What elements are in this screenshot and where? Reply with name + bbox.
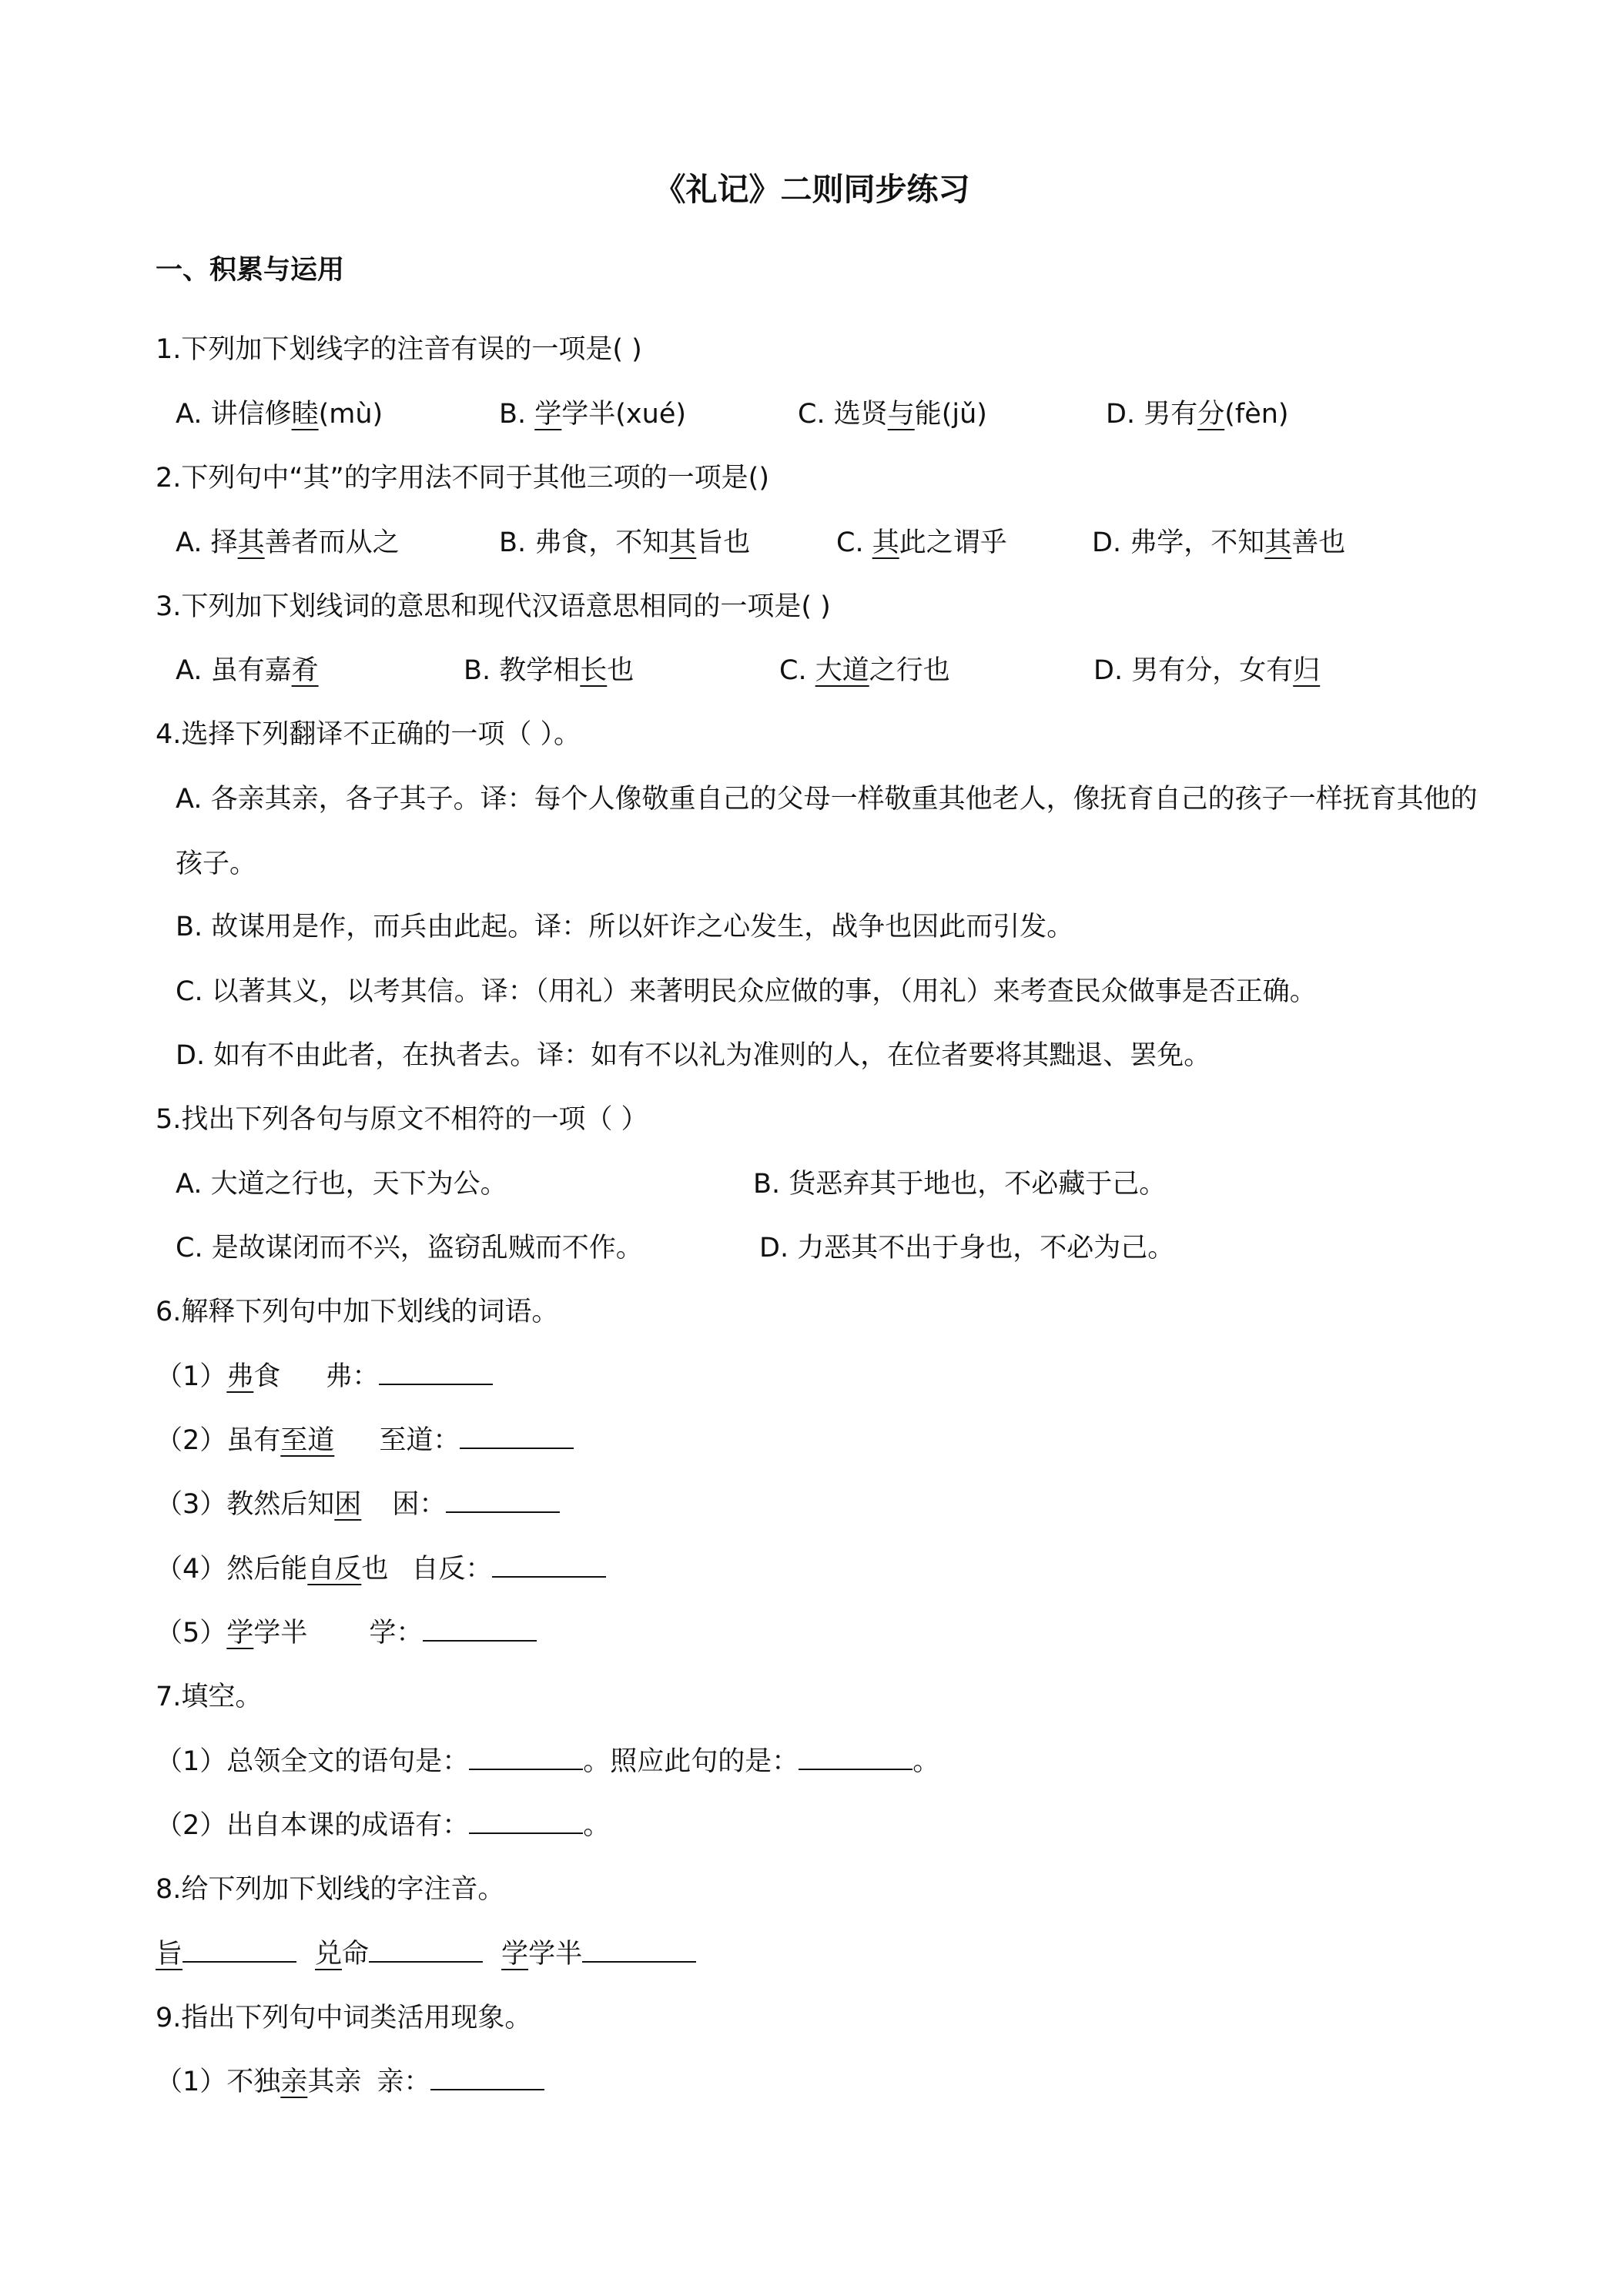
answer-blank[interactable] — [582, 1935, 696, 1963]
answer-blank[interactable] — [423, 1614, 537, 1642]
question-2-option-a: A. 择其善者而从之 — [176, 527, 400, 558]
question-8-stem: 8.给下列加下划线的字注音。 — [156, 1874, 505, 1905]
answer-blank[interactable] — [469, 1806, 583, 1834]
question-5-option-a: A. 大道之行也，天下为公。 — [176, 1169, 507, 1200]
question-4-option-d: D. 如有不由此者，在执者去。译：如有不以礼为准则的人，在位者要将其黜退、罢免。 — [176, 1040, 1211, 1071]
question-6-item-1: （1）弗食 弗： — [156, 1357, 493, 1396]
question-1-option-a: A. 讲信修睦(mù) — [176, 399, 383, 430]
answer-blank[interactable] — [492, 1550, 606, 1578]
question-6-stem: 6.解释下列句中加下划线的词语。 — [156, 1297, 559, 1327]
answer-blank[interactable] — [469, 1742, 583, 1770]
answer-blank[interactable] — [460, 1421, 574, 1449]
question-1-option-b: B. 学学半(xué) — [499, 399, 687, 430]
question-4-option-c: C. 以著其义，以考其信。译：（用礼）来著明民众应做的事，（用礼）来考查民众做事是否正确。 — [176, 976, 1317, 1007]
question-6-item-3: （3）教然后知困 困： — [156, 1485, 560, 1524]
question-3-option-d: D. 男有分，女有归 — [1093, 655, 1321, 686]
answer-blank[interactable] — [369, 1935, 483, 1963]
question-8-items: 旨 兑命 学学半 — [156, 1935, 696, 1973]
question-9-item-1: （1）不独亲其亲 亲： — [156, 2063, 544, 2101]
question-3-stem: 3.下列加下划线词的意思和现代汉语意思相同的一项是( ) — [156, 591, 831, 622]
question-6-item-5: （5）学学半 学： — [156, 1614, 537, 1652]
question-3-option-b: B. 教学相长也 — [464, 655, 635, 686]
question-2-option-d: D. 弗学，不知其善也 — [1092, 527, 1346, 558]
question-9-stem: 9.指出下列句中词类活用现象。 — [156, 2003, 532, 2033]
question-2-stem: 2.下列句中“其”的字用法不同于其他三项的一项是() — [156, 463, 769, 494]
question-3-option-c: C. 大道之行也 — [779, 655, 950, 686]
answer-blank[interactable] — [182, 1935, 296, 1963]
answer-blank[interactable] — [799, 1742, 912, 1770]
answer-blank[interactable] — [379, 1357, 493, 1385]
question-4-stem: 4.选择下列翻译不正确的一项（ ）。 — [156, 719, 581, 750]
question-6-item-2: （2）虽有至道 至道： — [156, 1421, 574, 1460]
question-7-item-1: （1）总领全文的语句是： 。照应此句的是： 。 — [156, 1742, 939, 1781]
question-3-option-a: A. 虽有嘉肴 — [176, 655, 319, 686]
question-7-stem: 7.填空。 — [156, 1682, 263, 1712]
question-2-option-b: B. 弗食，不知其旨也 — [499, 527, 751, 558]
question-1-option-d: D. 男有分(fèn) — [1106, 399, 1289, 430]
page-title: 《礼记》二则同步练习 — [654, 171, 970, 208]
question-4-option-a: A. 各亲其亲，各子其子。译：每个人像敬重自己的父母一样敬重其他老人，像抚育自己的孩子一样抚育其他的孩子。 — [176, 784, 1478, 879]
question-5-stem: 5.找出下列各句与原文不相符的一项（ ） — [156, 1104, 648, 1135]
question-1-stem: 1.下列加下划线字的注音有误的一项是( ) — [156, 334, 642, 365]
question-5-option-b: B. 货恶弃其于地也，不必藏于己。 — [753, 1169, 1167, 1200]
answer-blank[interactable] — [430, 2063, 544, 2090]
question-7-item-2: （2）出自本课的成语有： 。 — [156, 1806, 610, 1845]
answer-blank[interactable] — [446, 1485, 560, 1513]
question-6-item-4: （4）然后能自反也 自反： — [156, 1550, 606, 1588]
question-2-option-c: C. 其此之谓乎 — [836, 527, 1007, 558]
question-5-option-c: C. 是故谋闭而不兴，盗窃乱贼而不作。 — [176, 1233, 643, 1263]
section-heading: 一、积累与运用 — [156, 255, 345, 286]
question-1-option-c: C. 选贤与能(jǔ) — [798, 399, 987, 430]
question-4-option-b: B. 故谋用是作，而兵由此起。译：所以奸诈之心发生，战争也因此而引发。 — [176, 912, 1074, 942]
question-5-option-d: D. 力恶其不出于身也，不必为己。 — [759, 1233, 1175, 1263]
